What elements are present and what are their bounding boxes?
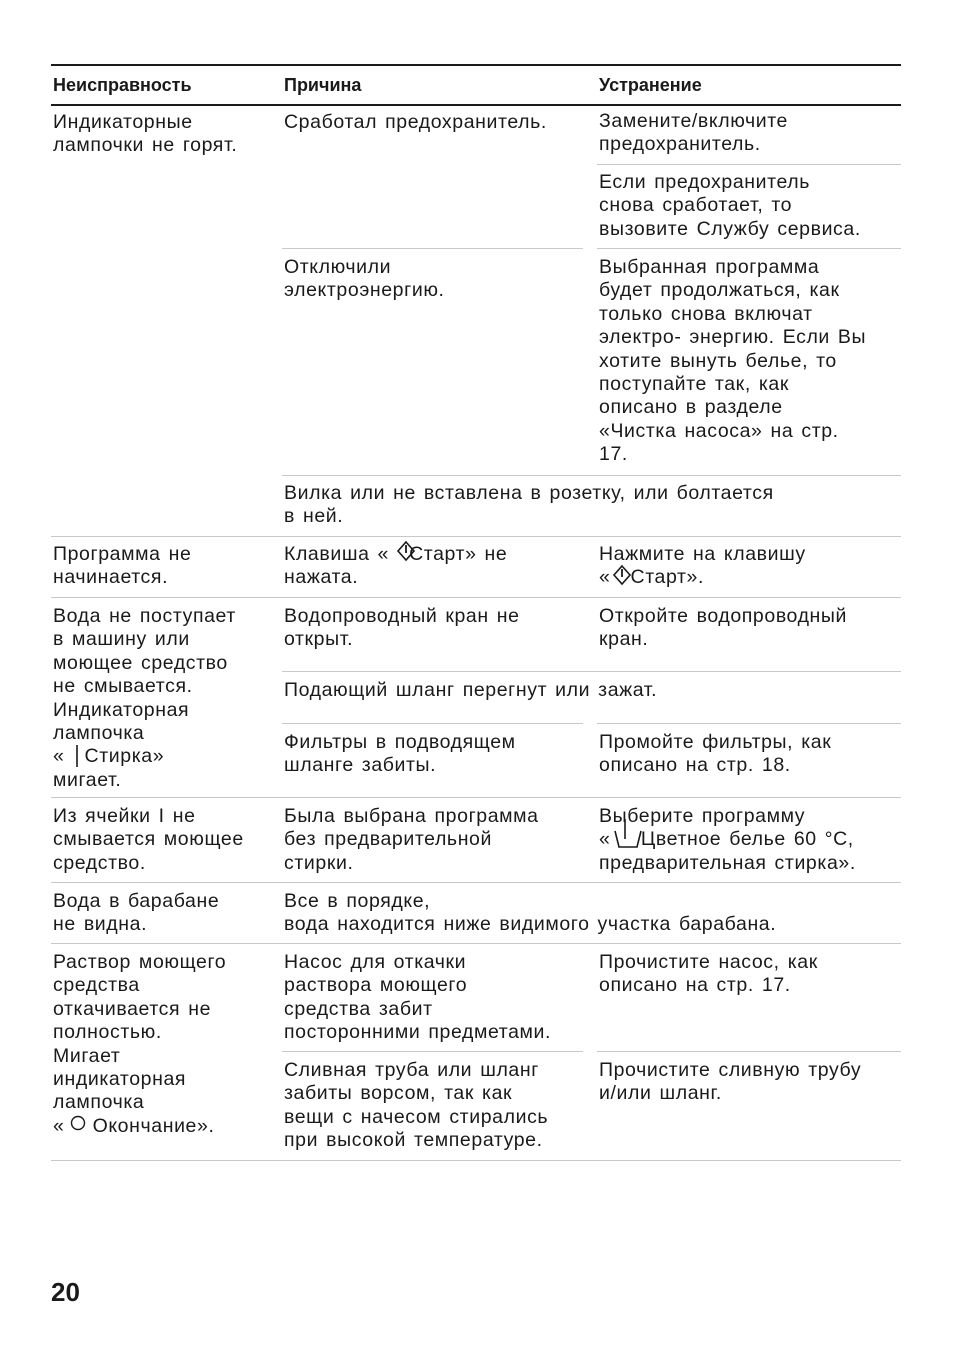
- cause-plug-loose: Вилка или не вставлена в розетку, или болтается в ней.: [284, 482, 774, 528]
- cause-pump-blocked: Насос для откачки раствора моющего средства забит посторонними предметами.: [284, 951, 552, 1044]
- divider: [282, 1051, 583, 1052]
- row-divider: [51, 882, 901, 883]
- wash-indicator-icon: [72, 744, 82, 768]
- remedy-replace-fuse: Замените/включите предохранитель.: [599, 110, 789, 156]
- table-bottom-divider: [51, 1160, 901, 1161]
- fault-detergent-not-flushed: Из ячейки I не смывается моющее средство.: [53, 805, 244, 874]
- fault-water-not-visible: Вода в барабане не видна.: [53, 890, 220, 936]
- fault-not-drained: Раствор моющего средства откачивается не полностью. Мигает индикаторная лампочка « Окончание».: [53, 951, 227, 1137]
- cause-start-not-pressed: Клавиша « Старт» не нажата.: [284, 543, 508, 589]
- row-divider: [51, 943, 901, 944]
- divider: [282, 475, 901, 476]
- header-remedy: Устранение: [599, 75, 702, 95]
- start-key-icon: [612, 564, 632, 586]
- cause-no-prewash: Была выбрана программа без предварительной стирки.: [284, 805, 539, 874]
- remedy-clean-drain: Прочистите сливную трубу и/или шланг.: [599, 1059, 862, 1105]
- page-number: 20: [51, 1277, 80, 1307]
- divider: [597, 723, 901, 724]
- cause-filters-blocked: Фильтры в подводящем шланге забиты.: [284, 731, 516, 777]
- remedy-open-tap: Откройте водопроводный кран.: [599, 605, 848, 651]
- end-circle-icon: [69, 1114, 87, 1132]
- start-key-icon: [396, 540, 416, 562]
- divider: [597, 248, 901, 249]
- fault-no-lights: Индикаторные лампочки не горят.: [53, 111, 238, 157]
- table-header: [51, 64, 901, 106]
- cause-all-ok: Все в порядке, вода находится ниже видимого участка барабана.: [284, 890, 777, 936]
- remedy-clean-filters: Промойте фильтры, как описано на стр. 18.: [599, 731, 832, 777]
- remedy-select-program: Выберите программу « Цветное белье 60 °C, предварительная стирка».: [599, 805, 856, 874]
- cause-power-off: Отключили электроэнергию.: [284, 256, 445, 302]
- remedy-power-resume: Выбранная программа будет продолжаться, как только снова включат электро- энергию. Если Вы хотите вынуть белье, то поступайте так, как описано в разделе «Чистка насоса» на стр. 17.: [599, 256, 867, 466]
- divider: [597, 1051, 901, 1052]
- header-fault: Неисправность: [53, 75, 192, 95]
- row-divider: [51, 797, 901, 798]
- cause-tap-closed: Водопроводный кран не открыт.: [284, 605, 520, 651]
- header-cause: Причина: [284, 75, 362, 95]
- cause-hose-kinked: Подающий шланг перегнут или зажат.: [284, 679, 658, 701]
- cause-drain-lint: Сливная труба или шланг забиты ворсом, так как вещи с начесом стирались при высокой температуре.: [284, 1059, 549, 1152]
- row-divider: [51, 597, 901, 598]
- divider: [282, 671, 901, 672]
- remedy-call-service: Если предохранитель снова сработает, то вызовите Службу сервиса.: [599, 171, 861, 240]
- cause-fuse: Сработал предохранитель.: [284, 111, 547, 133]
- remedy-press-start: Нажмите на клавишу « Старт».: [599, 543, 806, 589]
- prewash-tub-icon: [611, 815, 645, 849]
- divider: [282, 248, 583, 249]
- remedy-clean-pump: Прочистите насос, как описано на стр. 17.: [599, 951, 818, 997]
- row-divider: [51, 536, 901, 537]
- divider: [282, 723, 583, 724]
- fault-no-water: Вода не поступает в машину или моющее средство не смывается. Индикаторная лампочка « Стирка» мигает.: [53, 605, 236, 791]
- divider: [597, 164, 901, 165]
- fault-program-not-starting: Программа не начинается.: [53, 543, 192, 589]
